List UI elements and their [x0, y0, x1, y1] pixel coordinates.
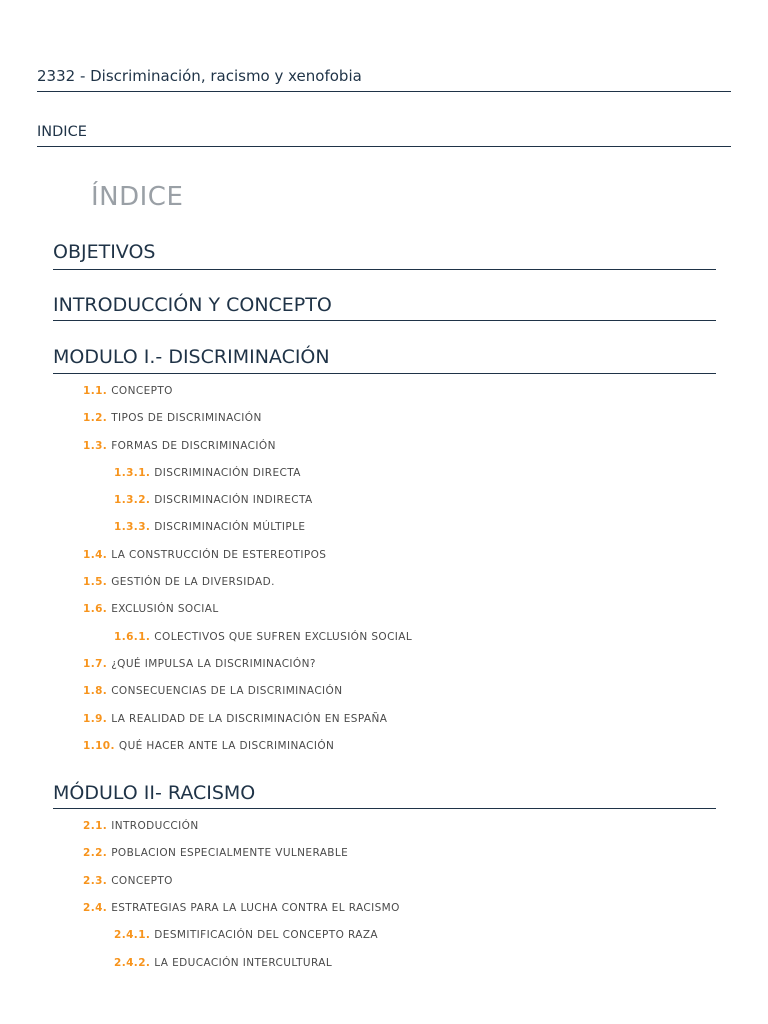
toc-item-label: LA REALIDAD DE LA DISCRIMINACIÓN EN ESPAÑA — [111, 712, 388, 725]
toc-item-number: 2.4.2. — [114, 956, 151, 969]
toc-item[interactable] — [53, 433, 716, 460]
toc-item[interactable] — [53, 706, 716, 733]
toc-subitem[interactable] — [53, 950, 716, 977]
toc-item-label: LA CONSTRUCCIÓN DE ESTEREOTIPOS — [111, 548, 327, 561]
toc-item-number: 1.6.1. — [114, 630, 151, 643]
toc-item-number: 1.8. — [83, 685, 108, 698]
toc-item-number: 1.4. — [83, 548, 108, 561]
toc-subitem[interactable] — [53, 514, 716, 541]
toc-item-number: 1.2. — [83, 412, 108, 425]
toc-item-label: TIPOS DE DISCRIMINACIÓN — [111, 412, 262, 425]
toc-item-number: 2.4.1. — [114, 929, 151, 942]
table-of-contents — [53, 236, 716, 977]
toc-item[interactable] — [53, 813, 716, 840]
toc-item[interactable] — [53, 378, 716, 405]
toc-item[interactable] — [53, 569, 716, 596]
toc-item-number: 1.9. — [83, 712, 108, 725]
toc-item-label: POBLACION ESPECIALMENTE VULNERABLE — [111, 847, 349, 860]
toc-item-label: DISCRIMINACIÓN MÚLTIPLE — [154, 521, 306, 534]
toc-item-number: 1.7. — [83, 657, 108, 670]
toc-item-number: 1.3.2. — [114, 494, 151, 507]
toc-item[interactable] — [53, 596, 716, 623]
toc-item-number: 1.1. — [83, 385, 108, 397]
toc-item-number: 1.3.1. — [114, 466, 151, 479]
toc-item-label: DESMITIFICACIÓN DEL CONCEPTO RAZA — [154, 929, 378, 942]
section-label: INDICE — [37, 124, 87, 140]
toc-item-number: 1.3. — [83, 439, 108, 452]
toc-subitem[interactable] — [53, 922, 716, 949]
toc-item[interactable] — [53, 868, 716, 895]
toc-item-label: INTRODUCCIÓN — [111, 820, 199, 833]
toc-item-label: ESTRATEGIAS PARA LA LUCHA CONTRA EL RACISMO — [111, 902, 400, 915]
toc-item-label: FORMAS DE DISCRIMINACIÓN — [111, 439, 276, 452]
toc-item[interactable] — [53, 405, 716, 432]
toc-item-label: LA EDUCACIÓN INTERCULTURAL — [154, 956, 333, 969]
toc-item-number: 1.10. — [83, 739, 115, 752]
toc-item[interactable] — [53, 542, 716, 569]
toc-item-number: 1.6. — [83, 603, 108, 616]
toc-item[interactable] — [53, 651, 716, 678]
modulo-1-items — [53, 378, 716, 760]
toc-item-label: DISCRIMINACIÓN INDIRECTA — [154, 494, 313, 507]
toc-item-label: GESTIÓN DE LA DIVERSIDAD. — [111, 576, 275, 589]
toc-heading-introduccion[interactable]: INTRODUCCIÓN Y CONCEPTO — [53, 288, 716, 321]
toc-item-label: EXCLUSIÓN SOCIAL — [111, 603, 219, 616]
divider — [37, 91, 731, 92]
toc-item-number: 2.1. — [83, 820, 108, 833]
modulo-2-items — [53, 813, 716, 977]
toc-item[interactable] — [53, 840, 716, 867]
toc-item-label: CONCEPTO — [111, 874, 173, 887]
toc-item-number: 2.3. — [83, 874, 108, 887]
index-title: ÍNDICE — [91, 182, 184, 212]
toc-item-label: QUÉ HACER ANTE LA DISCRIMINACIÓN — [118, 739, 335, 752]
toc-heading-modulo-1[interactable]: MODULO I.- DISCRIMINACIÓN — [53, 340, 716, 374]
course-title: 2332 - Discriminación, racismo y xenofobia — [37, 67, 362, 85]
toc-item-number: 2.4. — [83, 902, 108, 915]
toc-item-label: ¿QUÉ IMPULSA LA DISCRIMINACIÓN? — [111, 657, 316, 670]
toc-heading-modulo-2[interactable]: MÓDULO II- RACISMO — [53, 776, 716, 809]
toc-item[interactable] — [53, 733, 716, 760]
toc-subitem[interactable] — [53, 487, 716, 514]
toc-heading-objetivos[interactable]: OBJETIVOS — [53, 236, 716, 270]
toc-item-label: CONCEPTO — [111, 385, 173, 397]
toc-subitem[interactable] — [53, 460, 716, 487]
toc-item-label: DISCRIMINACIÓN DIRECTA — [154, 466, 301, 479]
toc-item-label: CONSECUENCIAS DE LA DISCRIMINACIÓN — [111, 685, 343, 698]
toc-item-number: 1.5. — [83, 576, 108, 589]
toc-item[interactable] — [53, 678, 716, 705]
toc-item-number: 2.2. — [83, 847, 108, 860]
divider — [37, 146, 731, 147]
toc-item-number: 1.3.3. — [114, 521, 151, 534]
toc-item-label: COLECTIVOS QUE SUFREN EXCLUSIÓN SOCIAL — [154, 630, 413, 643]
toc-subitem[interactable] — [53, 624, 716, 651]
toc-item[interactable] — [53, 895, 716, 922]
